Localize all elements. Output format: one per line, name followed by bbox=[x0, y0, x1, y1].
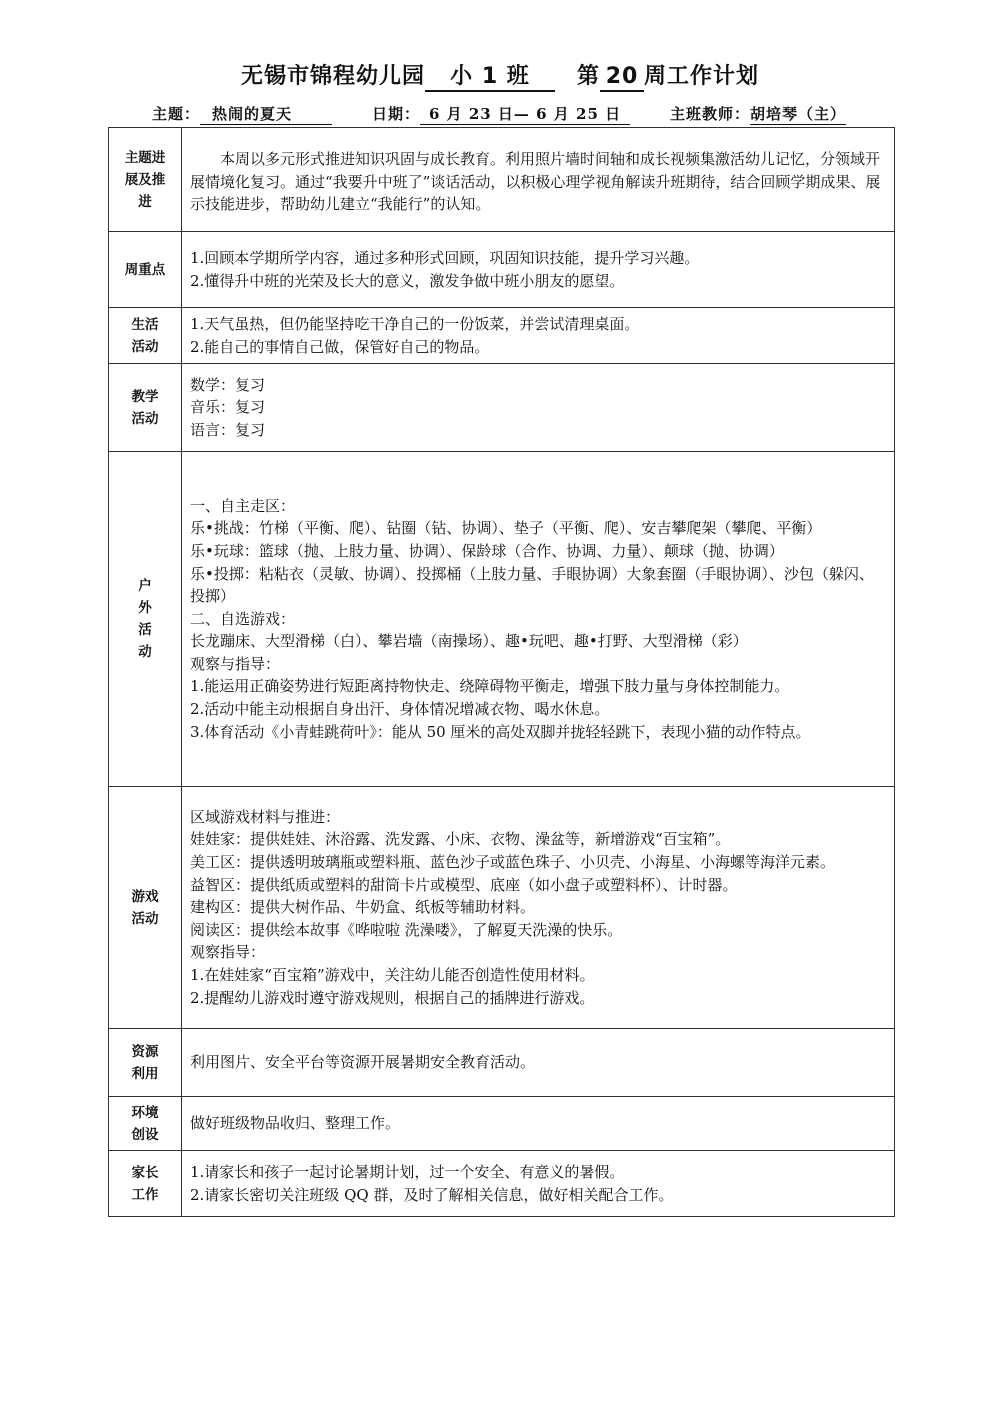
row-content bbox=[182, 308, 895, 364]
row-label bbox=[109, 364, 182, 452]
row-label bbox=[109, 1097, 182, 1151]
content-line: 2.提醒幼儿游戏时遵守游戏规则，根据自己的插牌进行游戏。 bbox=[190, 988, 595, 1007]
row-content bbox=[182, 452, 895, 787]
meta-line bbox=[152, 103, 892, 125]
label-line: 游戏 bbox=[131, 888, 159, 905]
label-line: 活动 bbox=[131, 910, 159, 927]
label-line: 活 bbox=[138, 622, 152, 638]
table-row-teaching bbox=[109, 364, 895, 452]
content-line: 益智区：提供纸质或塑料的甜筒卡片或模型、底座（如小盘子或塑料杯）、计时器。 bbox=[190, 875, 738, 894]
label-line: 外 bbox=[138, 600, 152, 616]
content-line: 2.懂得升中班的光荣及长大的意义，激发争做中班小朋友的愿望。 bbox=[190, 271, 625, 290]
plan-table bbox=[108, 127, 895, 1217]
label-line: 利用 bbox=[131, 1065, 159, 1082]
row-label bbox=[109, 787, 182, 1029]
date-value: 6 月 23 日— 6 月 25 日 bbox=[420, 105, 630, 125]
content-line: 做好班级物品收归、整理工作。 bbox=[190, 1114, 401, 1133]
row-label bbox=[109, 308, 182, 364]
content-line: 乐•玩球：篮球（抛、上肢力量、协调）、保龄球（合作、协调、力量）、颠球（抛、协调） bbox=[190, 541, 784, 560]
page-title bbox=[0, 62, 1000, 92]
label-line: 资源 bbox=[131, 1043, 159, 1060]
theme-label: 主题： bbox=[152, 105, 201, 123]
content-line: 美工区：提供透明玻璃瓶或塑料瓶、蓝色沙子或蓝色珠子、小贝壳、小海星、小海螺等海洋元素。 bbox=[190, 853, 836, 872]
table-row-resources bbox=[109, 1029, 895, 1097]
teacher-value: 胡培琴（主） bbox=[750, 105, 847, 123]
row-content bbox=[182, 787, 895, 1029]
label-line: 展及推 bbox=[124, 171, 166, 188]
label-line: 创设 bbox=[131, 1126, 159, 1143]
row-content bbox=[182, 1097, 895, 1151]
table-row-weekly-focus bbox=[109, 232, 895, 308]
content-line: 利用图片、安全平台等资源开展暑期安全教育活动。 bbox=[190, 1053, 536, 1072]
content-line: 阅读区：提供绘本故事《哗啦啦 洗澡喽》，了解夏天洗澡的快乐。 bbox=[190, 920, 623, 939]
content-line: 1.在娃娃家“百宝箱”游戏中，关注幼儿能否创造性使用材料。 bbox=[190, 965, 595, 984]
content-line: 1.回顾本学期所学内容，通过多种形式回顾，巩固知识技能，提升学习兴趣。 bbox=[190, 248, 700, 267]
week-prefix: 第 bbox=[576, 64, 600, 89]
label-line: 户 bbox=[138, 578, 152, 594]
content-line: 2.能自己的事情自己做，保管好自己的物品。 bbox=[190, 337, 490, 356]
label-line: 动 bbox=[138, 644, 152, 660]
table-row-outdoor bbox=[109, 452, 895, 787]
content-line: 长龙蹦床、大型滑梯（白）、攀岩墙（南操场）、趣•玩吧、趣•打野、大型滑梯（彩） bbox=[190, 632, 748, 651]
row-content bbox=[182, 1029, 895, 1097]
content-line: 观察指导： bbox=[190, 943, 266, 962]
row-label bbox=[109, 1029, 182, 1097]
label-line: 教学 bbox=[131, 388, 159, 405]
content-line: 娃娃家：提供娃娃、沐浴露、洗发露、小床、衣物、澡盆等，新增游戏“百宝箱”。 bbox=[190, 830, 731, 849]
content-line: 语言：复习 bbox=[190, 420, 266, 439]
row-content bbox=[182, 364, 895, 452]
label-line: 家长 bbox=[131, 1164, 159, 1181]
teacher-label: 主班教师： bbox=[670, 105, 751, 123]
week-number: 20 bbox=[600, 64, 644, 92]
row-label bbox=[109, 452, 182, 787]
table-row-daily-life bbox=[109, 308, 895, 364]
table-row-environment bbox=[109, 1097, 895, 1151]
content-line: 数学：复习 bbox=[190, 375, 266, 394]
date-label: 日期： bbox=[372, 105, 421, 123]
content-line: 2.活动中能主动根据自身出汗、身体情况增减衣物、喝水休息。 bbox=[190, 700, 610, 719]
row-label bbox=[109, 232, 182, 308]
table-row-parents bbox=[109, 1151, 895, 1217]
label-line: 主题进 bbox=[124, 149, 166, 166]
label-line: 工作 bbox=[131, 1186, 159, 1203]
content-line: 3.体育活动《小青蛙跳荷叶》：能从 50 厘米的高处双脚并拢轻轻跳下，表现小猫的动作特点。 bbox=[190, 722, 811, 741]
label-line: 周重点 bbox=[124, 261, 166, 278]
row-content bbox=[182, 128, 895, 232]
content-line: 音乐：复习 bbox=[190, 398, 266, 417]
content-line: 区域游戏材料与推进： bbox=[190, 807, 341, 826]
content-line: 一、自主走区： bbox=[190, 496, 296, 515]
label-line: 环境 bbox=[131, 1104, 159, 1121]
content-line: 二、自选游戏： bbox=[190, 609, 296, 628]
content-line: 建构区：提供大树作品、牛奶盒、纸板等辅助材料。 bbox=[190, 898, 536, 917]
theme-value: 热闹的夏天 bbox=[200, 105, 332, 125]
content-line: 乐•投掷：粘粘衣（灵敏、协调）、投掷桶（上肢力量、手眼协调）大象套圈（手眼协调）、沙包（躲闪、投掷） bbox=[190, 564, 874, 606]
content-line: 乐•挑战：竹梯（平衡、爬）、钻圈（钻、协调）、垫子（平衡、爬）、安吉攀爬架（攀爬、平衡） bbox=[190, 519, 822, 538]
content-line: 观察与指导： bbox=[190, 654, 281, 673]
content-line: 1.天气虽热，但仍能坚持吃干净自己的一份饭菜，并尝试清理桌面。 bbox=[190, 314, 640, 333]
table-row-games bbox=[109, 787, 895, 1029]
row-content bbox=[182, 1151, 895, 1217]
week-suffix: 周工作计划 bbox=[644, 64, 760, 89]
content-line: 2.请家长密切关注班级 QQ 群，及时了解相关信息，做好相关配合工作。 bbox=[190, 1185, 674, 1204]
class-name: 小 1 班 bbox=[425, 64, 555, 92]
label-line: 活动 bbox=[131, 410, 159, 427]
row-content bbox=[182, 232, 895, 308]
table-row-theme-progress bbox=[109, 128, 895, 232]
row-label bbox=[109, 128, 182, 232]
label-line: 活动 bbox=[131, 338, 159, 355]
content-line: 1.请家长和孩子一起讨论暑期计划，过一个安全、有意义的暑假。 bbox=[190, 1162, 625, 1181]
row-label bbox=[109, 1151, 182, 1217]
school-name: 无锡市锦程幼儿园 bbox=[240, 64, 425, 89]
content-line: 1.能运用正确姿势进行短距离持物快走、绕障碍物平衡走，增强下肢力量与身体控制能力。 bbox=[190, 677, 790, 696]
label-line: 进 bbox=[138, 193, 152, 210]
label-line: 生活 bbox=[131, 316, 159, 333]
content-line: 本周以多元形式推进知识巩固与成长教育。利用照片墙时间轴和成长视频集激活幼儿记忆，分领域开展情境化复习。通过“我要升中班了”谈话活动，以积极心理学视角解读升班期待，结合回顾学期成果、展示技能进步，帮助幼儿建立“我能行”的认知。 bbox=[190, 150, 881, 214]
